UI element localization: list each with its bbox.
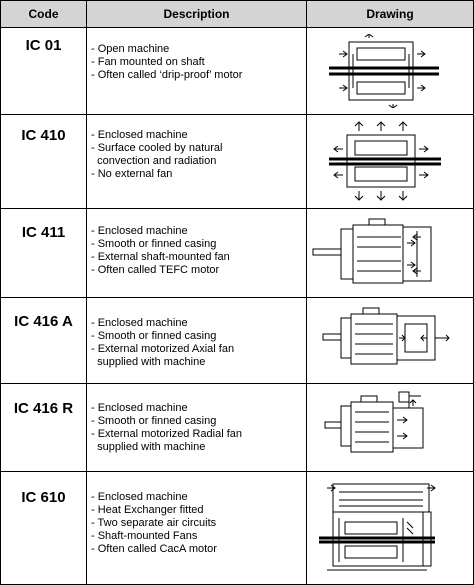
column-divider <box>306 1 307 584</box>
table-row <box>1 298 473 384</box>
description-line: - External motorized Axial fan <box>91 343 235 355</box>
description-line: convection and radiation <box>91 155 217 167</box>
description-line: - External shaft-mounted fan <box>91 251 230 263</box>
description-cell <box>91 491 301 556</box>
description-line: - Enclosed machine <box>91 491 188 503</box>
description-line: - Enclosed machine <box>91 402 188 414</box>
description-line: - Two separate air circuits <box>91 517 217 529</box>
open-machine-drawing <box>309 34 469 108</box>
description-line: supplied with machine <box>91 441 206 453</box>
axial-fan-motor-drawing <box>309 304 469 378</box>
description-cell <box>91 317 301 369</box>
table-header <box>1 1 473 28</box>
description-line: - Heat Exchanger fitted <box>91 504 204 516</box>
description-line: - Smooth or finned casing <box>91 330 217 342</box>
table-row <box>1 115 473 209</box>
description-line: - Often called CacA motor <box>91 543 217 555</box>
description-line: - Often called TEFC motor <box>91 264 220 276</box>
table-row <box>1 472 473 585</box>
header-drawing: Drawing <box>366 7 414 21</box>
description-line: - External motorized Radial fan <box>91 428 243 440</box>
table-row <box>1 209 473 298</box>
description-line: - Shaft-mounted Fans <box>91 530 198 542</box>
description-line: - Surface cooled by natural <box>91 142 223 154</box>
description-line: - Smooth or finned casing <box>91 415 217 427</box>
code-cell: IC 416 A <box>14 313 73 330</box>
enclosed-natural-cooling-drawing <box>309 119 469 203</box>
description-line: - Enclosed machine <box>91 129 188 141</box>
heat-exchanger-motor-drawing <box>309 478 469 578</box>
description-cell <box>91 43 301 82</box>
radial-fan-motor-drawing <box>309 390 469 466</box>
description-line: - Fan mounted on shaft <box>91 56 205 68</box>
description-cell <box>91 225 301 277</box>
column-divider <box>86 1 87 584</box>
description-cell <box>91 129 301 181</box>
code-cell: IC 411 <box>21 224 66 241</box>
code-cell: IC 01 <box>25 37 62 54</box>
description-line: - Smooth or finned casing <box>91 238 217 250</box>
header-description: Description <box>163 7 230 21</box>
code-cell: IC 416 R <box>13 400 74 417</box>
header-code: Code <box>28 7 59 21</box>
table-row <box>1 384 473 472</box>
tefc-motor-drawing <box>309 215 469 291</box>
description-line: - Often called ‘drip-proof’ motor <box>91 69 243 81</box>
table-row <box>1 28 473 115</box>
description-line: - No external fan <box>91 168 173 180</box>
code-cell: IC 610 <box>21 489 66 506</box>
description-cell <box>91 402 301 454</box>
code-cell: IC 410 <box>21 127 66 144</box>
description-line: supplied with machine <box>91 356 206 368</box>
description-line: - Enclosed machine <box>91 225 188 237</box>
description-line: - Enclosed machine <box>91 317 188 329</box>
description-line: - Open machine <box>91 43 170 55</box>
